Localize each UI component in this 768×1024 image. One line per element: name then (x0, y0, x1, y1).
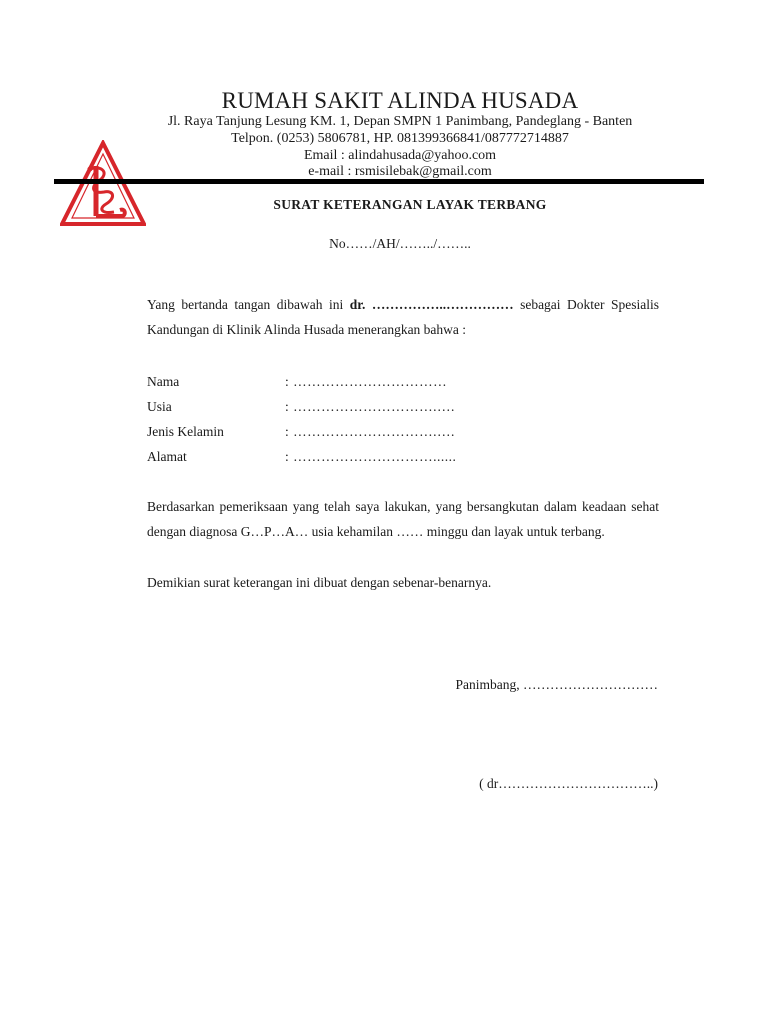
field-label: Alamat (147, 449, 187, 464)
field-label: Nama (147, 374, 180, 389)
field-label: Jenis Kelamin (147, 424, 224, 439)
document-title: SURAT KETERANGAN LAYAK TERBANG (273, 197, 547, 212)
intro-prefix: Yang bertanda tangan dibawah ini (147, 297, 350, 312)
field-label: Usia (147, 399, 172, 414)
document-number: No……/AH/……../…….. (329, 236, 471, 251)
field-value: : ………………………….…. (285, 424, 455, 439)
field-row-alamat (147, 444, 659, 469)
field-row-usia (147, 394, 659, 419)
signature-line: ( dr……………………………..) (479, 776, 658, 791)
hospital-logo-icon (60, 140, 146, 230)
field-value: : …………………………… (285, 374, 448, 389)
letterhead-divider (54, 179, 704, 184)
hospital-email: Email : alindahusada@yahoo.com (303, 148, 497, 163)
conclusion-paragraph: Berdasarkan pemeriksaan yang telah saya lakukan, yang bersangkutan dalam keadaan sehat dengan diagnosa G…P…A… usia kehamilan …… minggu dan layak untuk terbang. (147, 499, 659, 539)
closing-statement: Demikian surat keterangan ini dibuat dengan sebenar-benarnya. (147, 575, 492, 590)
hospital-phone: Telpon. (0253) 5806781, HP. 081399366841/087772714887 (231, 131, 569, 146)
place-date-line: Panimbang, ………………………… (455, 677, 658, 692)
field-row-nama (147, 369, 659, 394)
hospital-name: RUMAH SAKIT ALINDA HUSADA (221, 88, 579, 113)
intro-suffix: sebagai Dokter Spesialis Kandungan di Klinik Alinda Husada menerangkan bahwa : (147, 297, 659, 337)
doctor-name-blank: dr. ……………..…………… (349, 297, 514, 312)
field-value: : ………………………….…. (285, 399, 455, 414)
patient-fields (147, 369, 659, 469)
field-value: : …………………………...... (285, 449, 457, 464)
intro-paragraph (147, 292, 659, 342)
field-row-jenis-kelamin (147, 419, 659, 444)
hospital-email-secondary: e-mail : rsmisilebak@gmail.com (308, 164, 492, 179)
hospital-address: Jl. Raya Tanjung Lesung KM. 1, Depan SMPN 1 Panimbang, Pandeglang - Banten (167, 114, 633, 129)
